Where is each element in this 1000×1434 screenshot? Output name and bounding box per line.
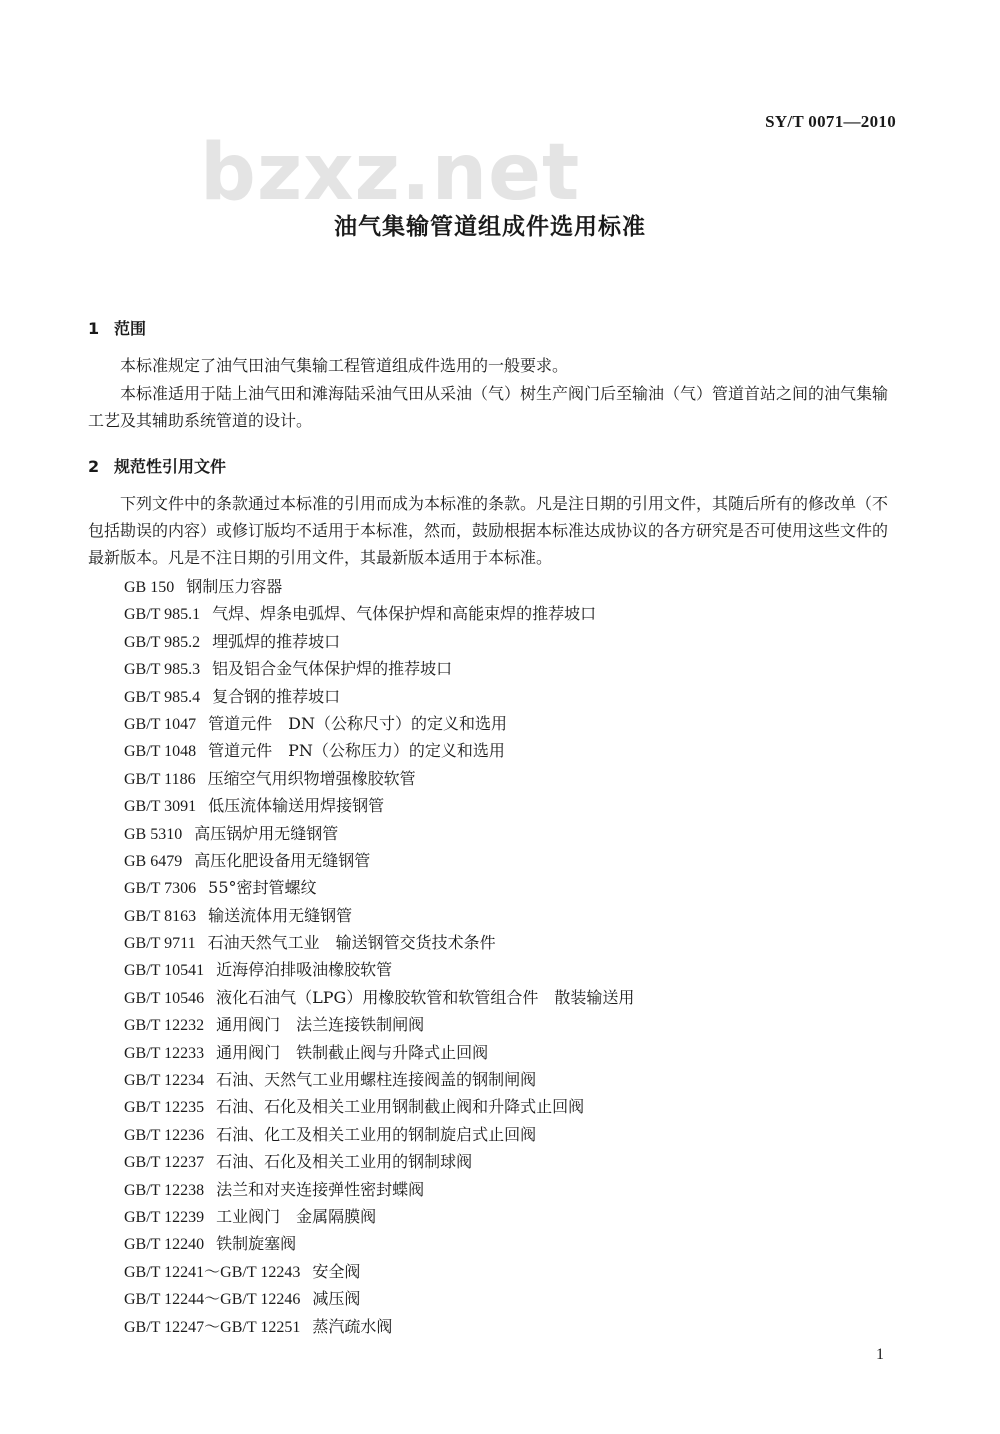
reference-code: GB/T 985.1 [124, 606, 201, 624]
reference-list [124, 573, 634, 1340]
reference-title: 通用阀门 铁制截止阀与升降式止回阀 [216, 1042, 489, 1062]
reference-item [124, 1093, 634, 1120]
reference-title: 高压化肥设备用无缝钢管 [194, 850, 371, 870]
reference-item [124, 902, 634, 929]
reference-code: GB/T 12236 [124, 1126, 205, 1144]
standard-code: SY/T 0071—2010 [765, 112, 896, 131]
page-number: 1 [876, 1346, 884, 1363]
reference-title: 安全阀 [312, 1261, 361, 1281]
reference-item [124, 1313, 634, 1340]
reference-title: 管道元件 PN（公称压力）的定义和选用 [208, 741, 505, 761]
reference-item [124, 655, 634, 682]
reference-title: 近海停泊排吸油橡胶软管 [216, 960, 393, 980]
reference-code: GB 5310 [124, 825, 183, 843]
reference-title: 压缩空气用织物增强橡胶软管 [207, 768, 416, 788]
reference-code: GB/T 3091 [124, 798, 197, 816]
reference-code: GB 6479 [124, 852, 183, 870]
reference-code: GB/T 12238 [124, 1181, 205, 1199]
reference-title: 管道元件 DN（公称尺寸）的定义和选用 [208, 713, 507, 733]
reference-item [124, 874, 634, 901]
reference-title: 铝及铝合金气体保护焊的推荐坡口 [212, 659, 453, 679]
reference-title: 石油天然气工业 输送钢管交货技术条件 [207, 933, 496, 953]
reference-title: 高压锅炉用无缝钢管 [194, 823, 339, 843]
reference-item [124, 929, 634, 956]
reference-item [124, 1121, 634, 1148]
reference-title: 铁制旋塞阀 [216, 1234, 297, 1254]
reference-code: GB/T 10541 [124, 962, 205, 980]
reference-code: GB/T 12247～GB/T 12251 [124, 1318, 301, 1336]
reference-code: GB/T 12235 [124, 1099, 205, 1117]
reference-title: 蒸汽疏水阀 [312, 1316, 393, 1336]
reference-item [124, 1258, 634, 1285]
reference-code: GB/T 1186 [124, 770, 196, 788]
reference-code: GB/T 12240 [124, 1236, 205, 1254]
reference-item [124, 737, 634, 764]
reference-item [124, 956, 634, 983]
reference-code: GB/T 12244～GB/T 12246 [124, 1291, 301, 1309]
reference-item [124, 683, 634, 710]
reference-item [124, 1066, 634, 1093]
reference-title: 气焊、焊条电弧焊、气体保护焊和高能束焊的推荐坡口 [212, 604, 597, 624]
reference-code: GB/T 12232 [124, 1017, 205, 1035]
reference-title: 复合钢的推荐坡口 [212, 686, 341, 706]
reference-item [124, 1203, 634, 1230]
references-intro-paragraph: 下列文件中的条款通过本标准的引用而成为本标准的条款。凡是注日期的引用文件，其随后所有的修改单（不包括勘误的内容）或修订版均不适用于本标准，然而，鼓励根据本标准达成协议的各方研究是否可使用这些文件的最新版本。凡是不注日期的引用文件，其最新版本适用于本标准。 [88, 494, 889, 567]
reference-code: GB/T 12237 [124, 1154, 205, 1172]
reference-code: GB/T 1047 [124, 715, 197, 733]
section-number: 1 [88, 319, 100, 338]
reference-item [124, 847, 634, 874]
reference-item [124, 1230, 634, 1257]
reference-item [124, 820, 634, 847]
reference-item [124, 1148, 634, 1175]
scope-paragraph-1: 本标准规定了油气田油气集输工程管道组成件选用的一般要求。 [120, 356, 569, 375]
reference-title: 石油、天然气工业用螺柱连接阀盖的钢制闸阀 [216, 1070, 537, 1090]
reference-title: 石油、化工及相关工业用的钢制旋启式止回阀 [216, 1124, 537, 1144]
section-1-heading [88, 316, 146, 339]
reference-title: 钢制压力容器 [186, 577, 283, 596]
reference-code: GB/T 8163 [124, 907, 197, 925]
reference-code: GB 150 [124, 579, 175, 596]
reference-code: GB/T 985.3 [124, 661, 201, 679]
reference-title: 工业阀门 金属隔膜阀 [216, 1206, 377, 1226]
reference-code: GB/T 7306 [124, 880, 197, 898]
reference-code: GB/T 1048 [124, 743, 197, 761]
reference-item [124, 1285, 634, 1312]
watermark: bzxz.net [200, 128, 581, 218]
document-title: 油气集输管道组成件选用标准 [334, 214, 646, 240]
reference-code: GB/T 985.4 [124, 688, 201, 706]
reference-code: GB/T 12234 [124, 1072, 205, 1090]
reference-title: 埋弧焊的推荐坡口 [212, 631, 341, 651]
reference-title: 法兰和对夹连接弹性密封蝶阀 [216, 1179, 425, 1199]
reference-item [124, 792, 634, 819]
reference-code: GB/T 9711 [124, 935, 196, 953]
reference-item [124, 1011, 634, 1038]
reference-title: 石油、石化及相关工业用的钢制球阀 [216, 1152, 473, 1172]
scope-paragraph-2: 本标准适用于陆上油气田和滩海陆采油气田从采油（气）树生产阀门后至输油（气）管道首站之间的油气集输工艺及其辅助系统管道的设计。 [88, 384, 889, 430]
section-number: 2 [88, 457, 100, 476]
reference-title: 输送流体用无缝钢管 [208, 905, 353, 925]
reference-code: GB/T 985.2 [124, 633, 201, 651]
reference-item [124, 765, 634, 792]
reference-item [124, 600, 634, 627]
reference-title: 通用阀门 法兰连接铁制闸阀 [216, 1015, 425, 1035]
reference-code: GB/T 12233 [124, 1044, 205, 1062]
reference-item [124, 628, 634, 655]
reference-title: 石油、石化及相关工业用钢制截止阀和升降式止回阀 [216, 1097, 585, 1117]
reference-title: 低压流体输送用焊接钢管 [208, 796, 385, 816]
reference-code: GB/T 12241～GB/T 12243 [124, 1263, 301, 1281]
reference-item [124, 984, 634, 1011]
section-2-heading [88, 454, 226, 477]
section-title: 规范性引用文件 [114, 457, 227, 476]
reference-item [124, 1176, 634, 1203]
reference-code: GB/T 12239 [124, 1208, 205, 1226]
reference-item [124, 573, 634, 600]
reference-item [124, 710, 634, 737]
reference-title: 液化石油气（LPG）用橡胶软管和软管组合件 散装输送用 [216, 987, 635, 1007]
reference-title: 减压阀 [312, 1289, 361, 1309]
reference-title: 55°密封管螺纹 [208, 878, 317, 898]
reference-item [124, 1039, 634, 1066]
section-title: 范围 [114, 319, 147, 338]
reference-code: GB/T 10546 [124, 989, 205, 1007]
